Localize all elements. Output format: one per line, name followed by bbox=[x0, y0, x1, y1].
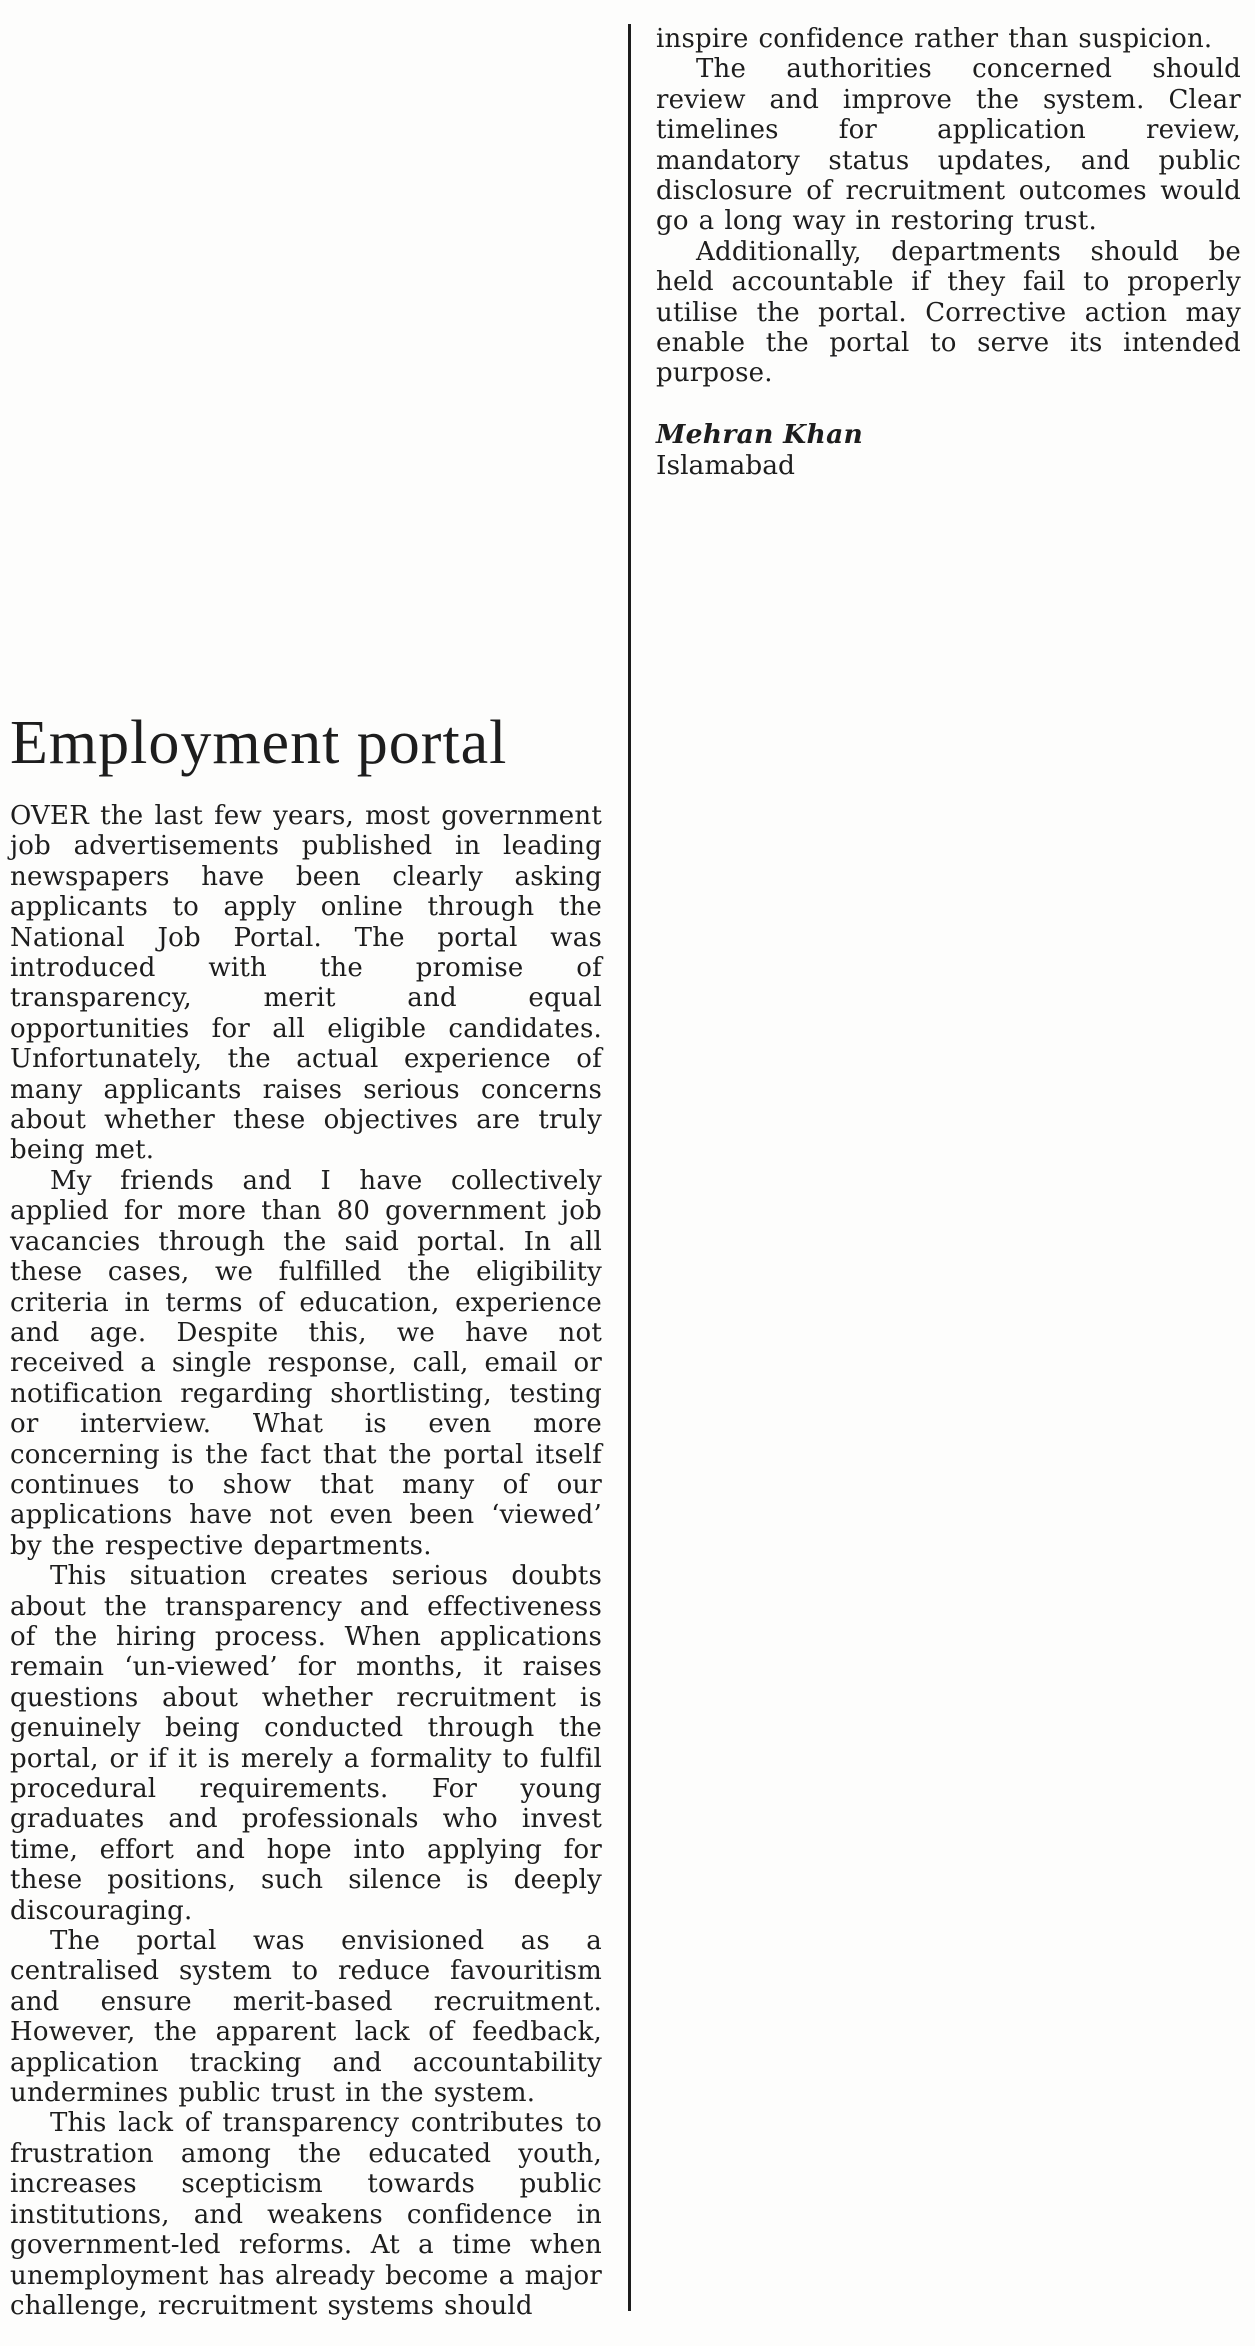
signature-name: Mehran Khan bbox=[656, 418, 864, 450]
letter-signature bbox=[656, 419, 1241, 481]
letter-paragraph: My friends and I have collectively applied for more than 80 government job vacancies through the said portal. In all these cases, we fulfilled the eligibility criteria in terms of education, experience and age. Despite this, we have not received a single response, call, email or notification regarding shortlisting, testing or interview. What is even more concerning is the fact that the portal itself continues to show that many of our applications have not even been ‘viewed’ by the respective departments. bbox=[10, 1165, 602, 1561]
letter-column-right bbox=[656, 24, 1241, 481]
letter-paragraph: inspire confidence rather than suspicion. bbox=[656, 24, 1213, 54]
letter-paragraph: This situation creates serious doubts about the transparency and effectiveness of the hiring process. When applications remain ‘un-viewed’ for months, it raises questions about whether recruitment is genuinely being conducted through the portal, or if it is merely a formality to fulfil procedural requirements. For young graduates and professionals who invest time, effort and hope into applying for these positions, such silence is deeply discouraging. bbox=[10, 1561, 602, 1926]
letter-paragraph: The authorities concerned should review and improve the system. Clear timelines for application review, mandatory status updates, and public disclosure of recruitment outcomes would go a long way in restoring trust. bbox=[656, 54, 1241, 237]
letter-column-left bbox=[10, 711, 602, 2321]
letter-paragraph: Additionally, departments should be held accountable if they fail to properly utilise the portal. Corrective action may enable the portal to serve its intended purpose. bbox=[656, 236, 1241, 389]
letter-paragraph: OVER the last few years, most government job advertisements published in leading newspapers have been clearly asking applicants to apply online through the National Job Portal. The portal was introduced with the promise of transparency, merit and equal opportunities for all eligible candidates. Unfortunately, the actual experience of many applicants raises serious concerns about whether these objectives are truly being met. bbox=[10, 801, 602, 1166]
letter-paragraph: The portal was envisioned as a centralised system to reduce favouritism and ensure merit-based recruitment. However, the apparent lack of feedback, application tracking and accountability undermines public trust in the system. bbox=[10, 1926, 602, 2109]
letter-paragraph: This lack of transparency contributes to frustration among the educated youth, increases scepticism towards public institutions, and weakens confidence in government-led reforms. At a time when unemployment has already become a major challenge, recruitment systems should bbox=[10, 2108, 602, 2321]
signature-city: Islamabad bbox=[656, 449, 795, 481]
column-divider-rule bbox=[628, 24, 631, 2311]
letter-body-left bbox=[10, 801, 602, 2321]
letter-body-right bbox=[656, 24, 1241, 389]
letter-headline: Employment portal bbox=[10, 709, 508, 777]
